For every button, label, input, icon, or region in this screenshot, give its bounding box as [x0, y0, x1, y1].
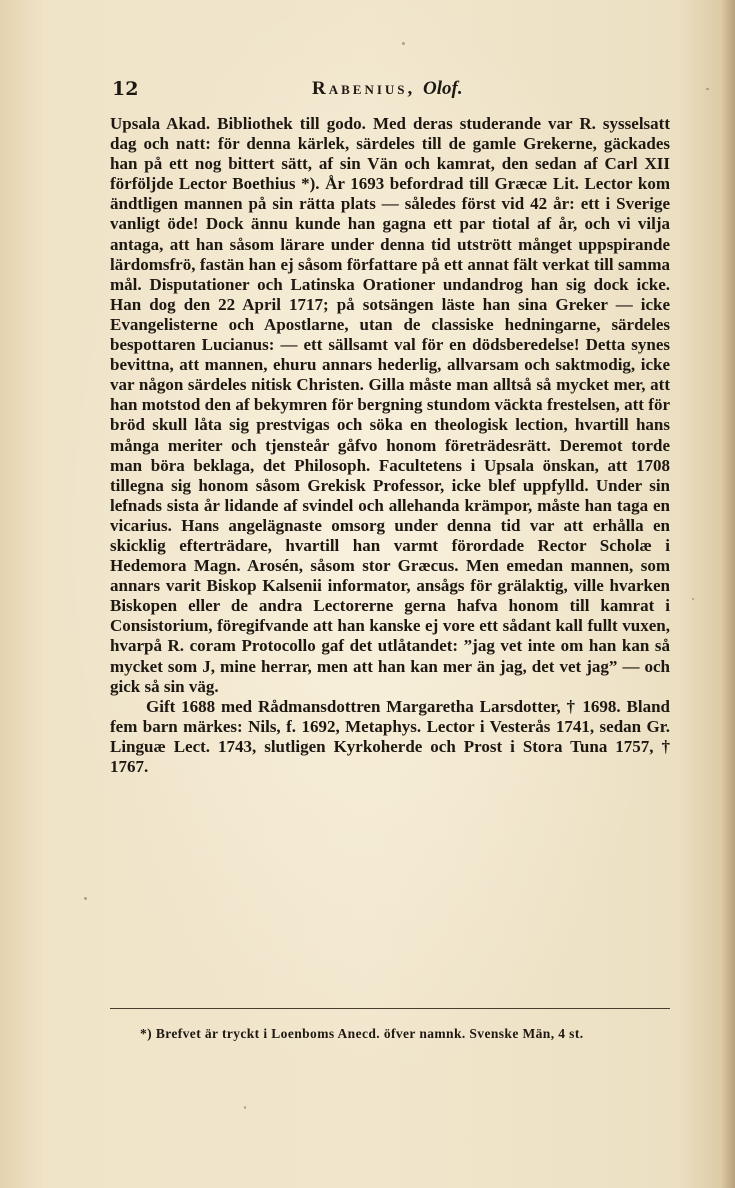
paper-speck	[244, 1106, 246, 1109]
running-head: Rabenius, Olof.	[312, 78, 463, 99]
page-edge-shadow	[721, 0, 735, 1188]
footnote-rule	[110, 1008, 670, 1009]
main-text	[110, 114, 670, 777]
paragraph-1: Upsala Akad. Bibliothek till godo. Med deras studerande var R. sysselsatt dag och natt: för denna kärlek, särdeles till de gamle Grekerne, gäckades han på ett nog bittert sätt, af sin Vän och kamrat, den sedan af Carl XII förföljde Lector Boethius *). År 1693 befordrad till Græcæ Lit. Lector kom ändtligen mannen på sin rätta plats — således först vid 42 år: ett i Sverige vanligt öde! Dock ännu kunde han gagna ett par tiotal af år, och vi vilja antaga, att han såsom lärare under denna tid utstrött månget uppspirande lärdomsfrö, fastän han ej såsom författare på ett annat fält verkat till samma mål. Disputationer och Latinska Orationer undandrog han sig dock icke. Han dog den 22 April 1717; på sotsängen läste han sina Greker — icke Evangelisterne och Apostlarne, utan de classiske hedningarne, särdeles bespottaren Lucianus: — ett sällsamt val för en dödsberedelse! Detta synes bevittna, att mannen, ehuru annars hederlig, allvarsam och saktmodig, icke var någon särdeles nitisk Christen. Gilla måste man alltså så mycket mer, att han motstod den af bekymren för bergning stundom väckta frestelsen, att för bröd skull låta sig prestvigas och söka en theologisk lection, hvartill hans många meriter och tjensteår gåfvo honom företrädesrätt. Deremot torde man böra beklaga, det Philosoph. Facultetens i Upsala önskan, att 1708 tillegna sig honom såsom Grekisk Professor, icke blef uppfylld. Under sin lefnads sista år lidande af svindel och allehanda krämpor, måste han taga en vicarius. Hans angelägnaste omsorg under denna tid var att erhålla en skicklig efterträdare, hvartill han varmt förordade Rector Scholæ i Hedemora Magn. Arosén, såsom stor Græcus. Men emedan mannen, som annars varit Biskop Kalsenii informator, ansågs för grälaktig, ville hvarken Biskopen eller de andra Lectorerne gerna hafva honom till kamrat i Consistorium, föregifvande att han kanske ej vore ett sådant kall fullt vuxen, hvarpå R. coram Protocollo gaf det utlåtandet: ”jag vet inte om han kan så mycket som J, mine herrar, men att han kan mer än jag, det vet jag” — och gick så sin väg.	[110, 114, 670, 696]
page-number: 12	[112, 78, 139, 100]
paper-speck	[84, 897, 87, 900]
page-header	[112, 78, 672, 106]
running-head-name: Rabenius	[312, 78, 408, 99]
running-head-first-name: Olof.	[423, 78, 463, 99]
footnote: *) Brefvet är tryckt i Loenboms Anecd. öfver namnk. Svenske Män, 4 st.	[140, 1026, 584, 1041]
paper-speck	[402, 42, 405, 45]
paper-speck	[706, 88, 709, 90]
paper-speck	[692, 598, 694, 600]
paragraph-2: Gift 1688 med Rådmansdottren Margaretha Larsdotter, † 1698. Bland fem barn märkes: Nils, f. 1692, Metaphys. Lector i Vesterås 1741, sedan Gr. Linguæ Lect. 1743, slutligen Kyrkoherde och Prost i Stora Tuna 1757, † 1767.	[110, 696, 670, 776]
